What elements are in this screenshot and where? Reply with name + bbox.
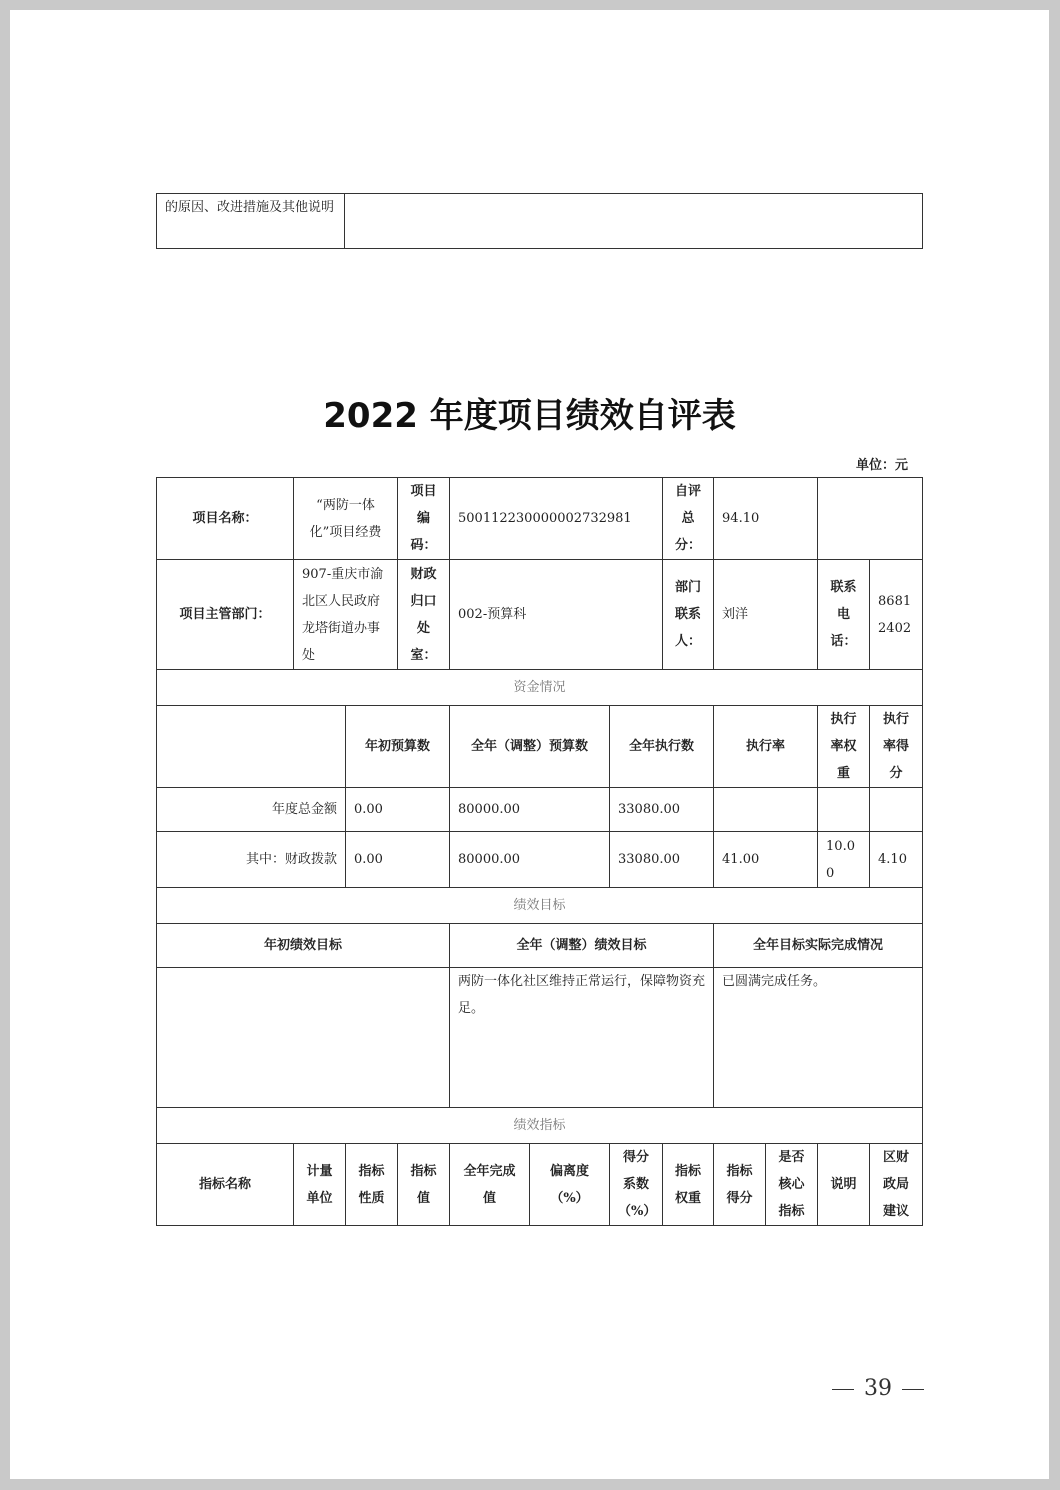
row-label: 年度总金额 (157, 788, 346, 832)
table-cell (714, 788, 818, 832)
phone-value: 86812402 (870, 560, 923, 670)
blank-cell (818, 478, 923, 560)
initial-goal (157, 968, 450, 1108)
reason-value (345, 194, 923, 249)
table-cell: 0.00 (346, 788, 450, 832)
actual-completion: 已圆满完成任务。 (714, 968, 923, 1108)
indicator-header: 计量单位 (294, 1144, 346, 1226)
department-row (157, 560, 923, 670)
indicator-header: 指标权重 (663, 1144, 714, 1226)
unit-label: 单位：元 (856, 458, 909, 473)
indicator-header: 全年完成值 (450, 1144, 530, 1226)
funds-header: 全年（调整）预算数 (450, 706, 610, 788)
dept-value: 907-重庆市渝北区人民政府龙塔街道办事处 (294, 560, 398, 670)
goals-header: 全年（调整）绩效目标 (450, 924, 714, 968)
table-cell: 80000.00 (450, 788, 610, 832)
contact-label: 部门联系人： (663, 560, 714, 670)
indicator-header: 指标得分 (714, 1144, 766, 1226)
adjusted-goal: 两防一体化社区维持正常运行，保障物资充足。 (450, 968, 714, 1108)
row-label: 其中：财政拨款 (157, 832, 346, 888)
project-code-value: 500112230000002732981 (450, 478, 663, 560)
indicator-header: 得分系数（%） (610, 1144, 663, 1226)
project-row (157, 478, 923, 560)
table-cell: 0.00 (346, 832, 450, 888)
goals-header: 全年目标实际完成情况 (714, 924, 923, 968)
goals-header-row (157, 924, 923, 968)
page-title: 2022 年度项目绩效自评表 (323, 396, 736, 436)
funds-header: 执行率权重 (818, 706, 870, 788)
previous-table-fragment (156, 193, 923, 249)
indicator-header: 是否核心指标 (766, 1144, 818, 1226)
score-value: 94.10 (714, 478, 818, 560)
office-label: 财政归口处室： (398, 560, 450, 670)
page-number (822, 1376, 934, 1401)
dept-label: 项目主管部门： (157, 560, 294, 670)
table-cell (818, 788, 870, 832)
phone-label: 联系电话： (818, 560, 870, 670)
project-name-label: 项目名称： (157, 478, 294, 560)
funds-header-row (157, 706, 923, 788)
goals-row (157, 968, 923, 1108)
contact-value: 刘洋 (714, 560, 818, 670)
indicators-section-header: 绩效指标 (157, 1108, 923, 1144)
table-cell: 4.10 (870, 832, 923, 888)
dash-decoration (832, 1389, 854, 1390)
indicator-header: 说明 (818, 1144, 870, 1226)
project-code-label: 项目编码： (398, 478, 450, 560)
page-number-text: 39 (864, 1376, 892, 1401)
reason-label: 的原因、改进措施及其他说明 (157, 194, 345, 249)
table-cell: 10.00 (818, 832, 870, 888)
indicator-header: 指标值 (398, 1144, 450, 1226)
performance-table (156, 477, 923, 1226)
indicator-header: 指标名称 (157, 1144, 294, 1226)
indicators-header-row (157, 1144, 923, 1226)
table-cell (870, 788, 923, 832)
funds-header: 全年执行数 (610, 706, 714, 788)
dash-decoration (902, 1389, 924, 1390)
table-cell: 80000.00 (450, 832, 610, 888)
goals-header: 年初绩效目标 (157, 924, 450, 968)
funds-header: 执行率 (714, 706, 818, 788)
project-name-value: “两防一体化”项目经费 (294, 478, 398, 560)
table-cell: 33080.00 (610, 788, 714, 832)
score-label: 自评总分： (663, 478, 714, 560)
funds-header: 执行率得分 (870, 706, 923, 788)
indicator-header: 区财政局建议 (870, 1144, 923, 1226)
table-row (157, 788, 923, 832)
funds-header-blank (157, 706, 346, 788)
table-cell: 33080.00 (610, 832, 714, 888)
document-page (10, 10, 1049, 1479)
indicator-header: 偏离度（%） (530, 1144, 610, 1226)
table-row (157, 832, 923, 888)
funds-section-header: 资金情况 (157, 670, 923, 706)
funds-header: 年初预算数 (346, 706, 450, 788)
indicator-header: 指标性质 (346, 1144, 398, 1226)
office-value: 002-预算科 (450, 560, 663, 670)
goals-section-header: 绩效目标 (157, 888, 923, 924)
table-cell: 41.00 (714, 832, 818, 888)
